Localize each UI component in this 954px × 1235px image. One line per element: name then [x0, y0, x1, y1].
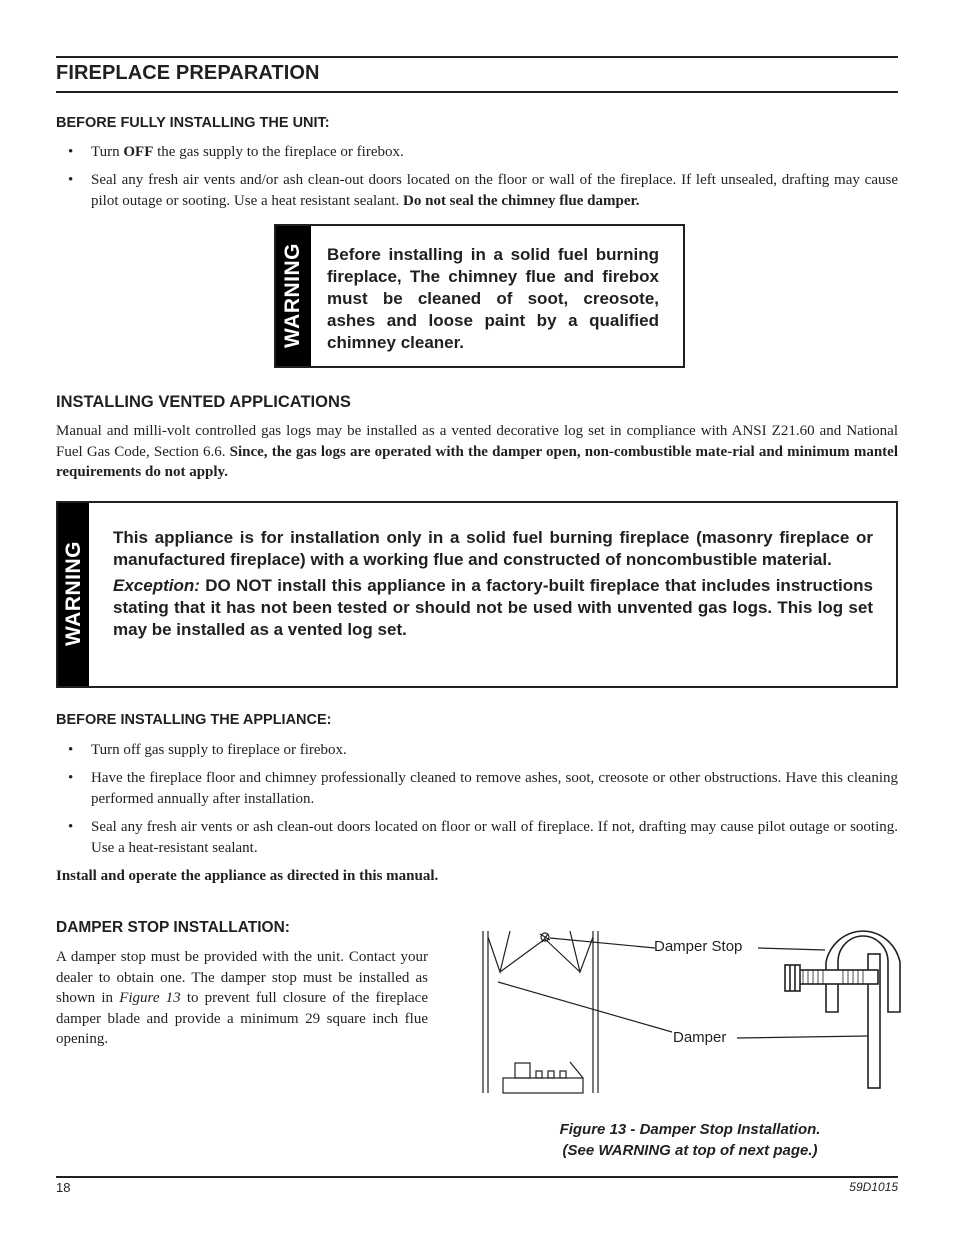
- footer-rule: [56, 1176, 898, 1178]
- before-full-install-list: [56, 142, 898, 219]
- title-rule: [56, 91, 898, 93]
- top-rule: [56, 56, 898, 58]
- damper-paragraph: A damper stop must be provided with the unit. Contact your dealer to obtain one. The damper stop must be installed as shown in Figure 13 to prevent full closure of the fireplace damper blade and provide a minimum 29 square inch flue opening.: [56, 949, 428, 1047]
- caption-line-1: Figure 13 - Damper Stop Installation.: [559, 1121, 821, 1138]
- label-damper: Damper: [673, 1029, 727, 1046]
- before-full-install-heading: BEFORE FULLY INSTALLING THE UNIT:: [56, 115, 330, 131]
- before-appliance-heading: BEFORE INSTALLING THE APPLIANCE:: [56, 712, 332, 728]
- list-item: • Have the fireplace floor and chimney professionally cleaned to remove ashes, soot, creosote or other obstructions. Have this cleaning performed annually after installation.: [68, 770, 898, 807]
- list-item: • Turn off gas supply to fireplace or firebox.: [68, 742, 347, 758]
- warning-text-1: This appliance is for installation only in a solid fuel burning fireplace (masonry fireplace or manufactured fireplace) with a working flue and constructed of noncombustible material.: [113, 528, 873, 569]
- list-item: • Turn OFF the gas supply to the fireplace or firebox.: [68, 144, 404, 160]
- section-title: FIREPLACE PREPARATION: [56, 62, 320, 84]
- vented-paragraph: Manual and milli-volt controlled gas logs may be installed as a vented decorative log set in compliance with ANSI Z21.60 and National Fuel Gas Code, Section 6.6. Since, the gas logs are operated with the damper open, non-combustible mate-rial and minimum mantel requirements do not apply.: [56, 423, 898, 480]
- list-item: • Seal any fresh air vents or ash clean-out doors located on floor or wall of fireplace. If not, drafting may cause pilot outage or sooting. Use a heat-resistant sealant.: [68, 819, 898, 856]
- warning-text: Before installing in a solid fuel burning fireplace, The chimney flue and firebox must be cleaned of soot, creosote, ashes and loose paint by a qualified chimney cleaner.: [327, 245, 659, 352]
- warning-label: WARNING: [281, 243, 304, 348]
- install-operate-note: Install and operate the appliance as directed in this manual.: [56, 868, 439, 884]
- warning-label: WARNING: [62, 541, 85, 646]
- damper-heading: DAMPER STOP INSTALLATION:: [56, 919, 290, 936]
- list-item: • Seal any fresh air vents and/or ash clean-out doors located on the floor or wall of the fireplace. If left unsealed, drafting may cause pilot outage or sooting. Use a heat resistant sealant. Do not seal the chimney flue damper.: [68, 172, 898, 209]
- warning-text-2: Exception: DO NOT install this appliance in a factory-built fireplace that includes instructions stating that it has not been tested or should not be used with unvented gas logs. This log set may be installed as a vented log set.: [113, 576, 873, 639]
- figure-caption: [480, 1119, 900, 1161]
- warning-text: [113, 527, 873, 641]
- caption-line-2: (See WARNING at top of next page.): [562, 1142, 818, 1159]
- before-appliance-list: [56, 740, 898, 866]
- document-code: 59D1015: [849, 1180, 898, 1194]
- label-damper-stop: Damper Stop: [654, 938, 743, 955]
- warning-box-chimney: [274, 224, 685, 368]
- page-number: 18: [56, 1180, 71, 1195]
- warning-box-appliance: [56, 501, 898, 688]
- vented-heading: INSTALLING VENTED APPLICATIONS: [56, 393, 351, 411]
